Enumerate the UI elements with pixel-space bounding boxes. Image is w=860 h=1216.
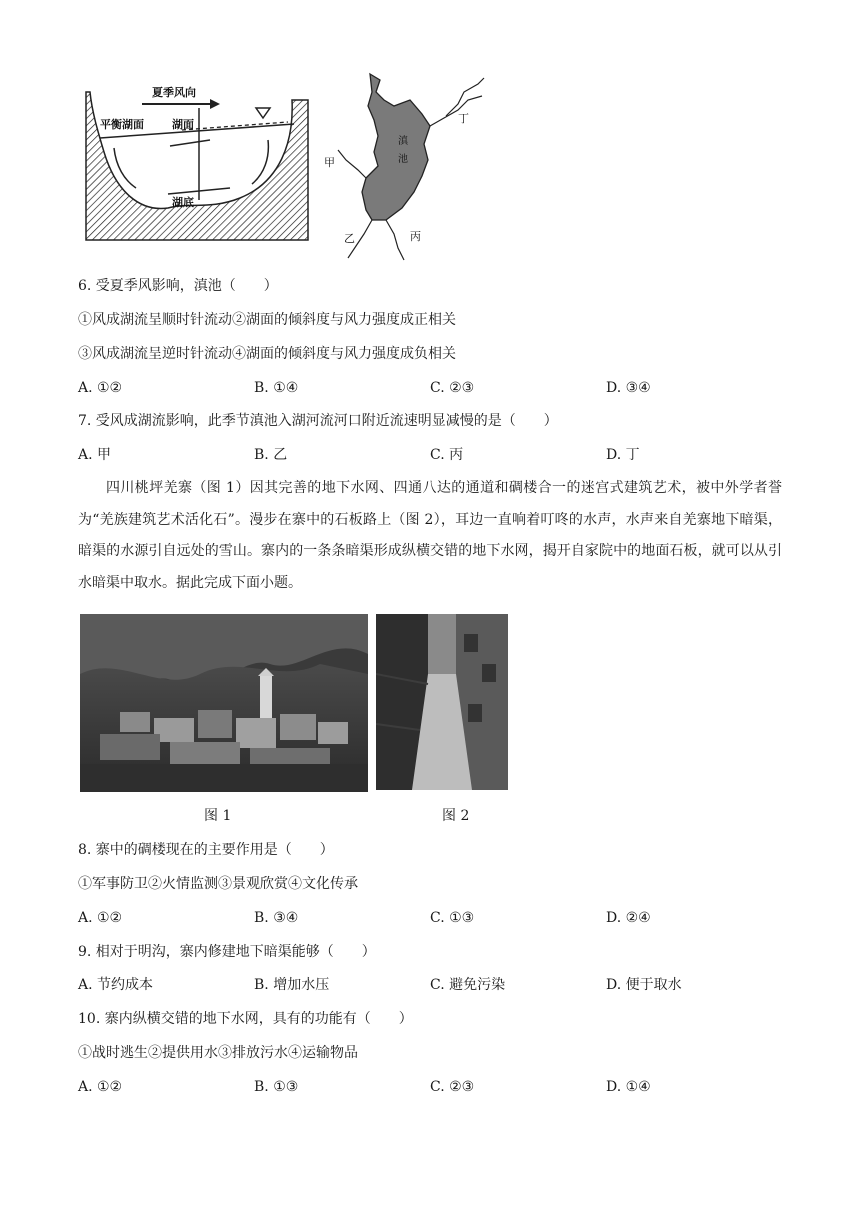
q6-option-c[interactable]: C. ②③ <box>430 380 475 396</box>
lake-cross-section-diagram <box>80 82 312 242</box>
passage-text: 四川桃坪羌寨（图 1）因其完善的地下水网、四通八达的通道和碉楼合一的迷宫式建筑艺术，被中外学者誉为“羌族建筑艺术活化石”。漫步在寨中的石板路上（图 2），耳边一直响着叮咚的水声，水声来自羌寨地下暗渠，暗渠的水源引自远处的雪山。寨内的一条条暗渠形成纵横交错的地下水网，揭开自家院中的地面石板，就可以从引水暗渠中取水。据此完成下面小题。 <box>78 480 782 591</box>
label-jia: 甲 <box>324 156 335 169</box>
lake-name-1: 滇 <box>398 136 408 147</box>
label-yi: 乙 <box>344 232 355 245</box>
q10-option-c[interactable]: C. ②③ <box>430 1079 475 1095</box>
q8-option-c[interactable]: C. ①③ <box>430 910 475 926</box>
q7-option-d[interactable]: D. 丁 <box>606 447 640 463</box>
lake-shape <box>362 74 430 220</box>
lake-name-2: 池 <box>398 154 408 165</box>
q10-option-d[interactable]: D. ①④ <box>606 1079 651 1095</box>
dianchi-map <box>318 70 490 262</box>
q10-statement-1: ①战时逃生②提供用水③排放污水④运输物品 <box>78 1045 358 1061</box>
q8-statement-1: ①军事防卫②火情监测③景观欣赏④文化传承 <box>78 876 358 892</box>
q6-statement-2: ③风成湖流呈逆时针流动④湖面的倾斜度与风力强度成负相关 <box>78 346 456 362</box>
figure-2-caption: 图 2 <box>442 808 470 824</box>
q10-option-b[interactable]: B. ①③ <box>254 1079 299 1095</box>
q9-option-d[interactable]: D. 便于取水 <box>606 977 682 993</box>
q6-option-b[interactable]: B. ①④ <box>254 380 299 396</box>
q10-option-a[interactable]: A. ①② <box>78 1079 123 1095</box>
q7-option-a[interactable]: A. 甲 <box>78 447 112 463</box>
q8-option-d[interactable]: D. ②④ <box>606 910 651 926</box>
q9-option-b[interactable]: B. 增加水压 <box>254 977 330 993</box>
q7-stem: 7. 受风成湖流影响，此季节滇池入湖河流河口附近流速明显减慢的是（ ） <box>78 413 558 429</box>
basin-hatch <box>86 92 308 240</box>
figure-1-caption: 图 1 <box>204 808 232 824</box>
q6-option-a[interactable]: A. ①② <box>78 380 123 396</box>
label-bing: 丙 <box>410 230 421 243</box>
q8-option-b[interactable]: B. ③④ <box>254 910 299 926</box>
q6-option-d[interactable]: D. ③④ <box>606 380 651 396</box>
lake-bottom-label: 湖底 <box>172 196 194 209</box>
figure-1-photo <box>80 614 368 792</box>
q10-stem: 10. 寨内纵横交错的地下水网，具有的功能有（ ） <box>78 1011 413 1027</box>
figure-2-photo <box>376 614 508 790</box>
q7-option-b[interactable]: B. 乙 <box>254 447 288 463</box>
q6-statement-1: ①风成湖流呈顺时针流动②湖面的倾斜度与风力强度成正相关 <box>78 312 456 328</box>
q8-stem: 8. 寨中的碉楼现在的主要作用是（ ） <box>78 842 334 858</box>
q9-stem: 9. 相对于明沟，寨内修建地下暗渠能够（ ） <box>78 944 376 960</box>
lake-surface-label: 湖面 <box>172 118 194 131</box>
q8-option-a[interactable]: A. ①② <box>78 910 123 926</box>
q7-option-c[interactable]: C. 丙 <box>430 447 464 463</box>
wind-label: 夏季风向 <box>152 86 196 99</box>
balance-surface-label: 平衡湖面 <box>100 118 144 131</box>
label-ding: 丁 <box>458 112 469 125</box>
q9-option-c[interactable]: C. 避免污染 <box>430 977 506 993</box>
water-level-marker <box>256 108 270 118</box>
watchtower <box>260 676 272 722</box>
q9-option-a[interactable]: A. 节约成本 <box>78 977 154 993</box>
q6-stem: 6. 受夏季风影响，滇池（ ） <box>78 278 278 294</box>
